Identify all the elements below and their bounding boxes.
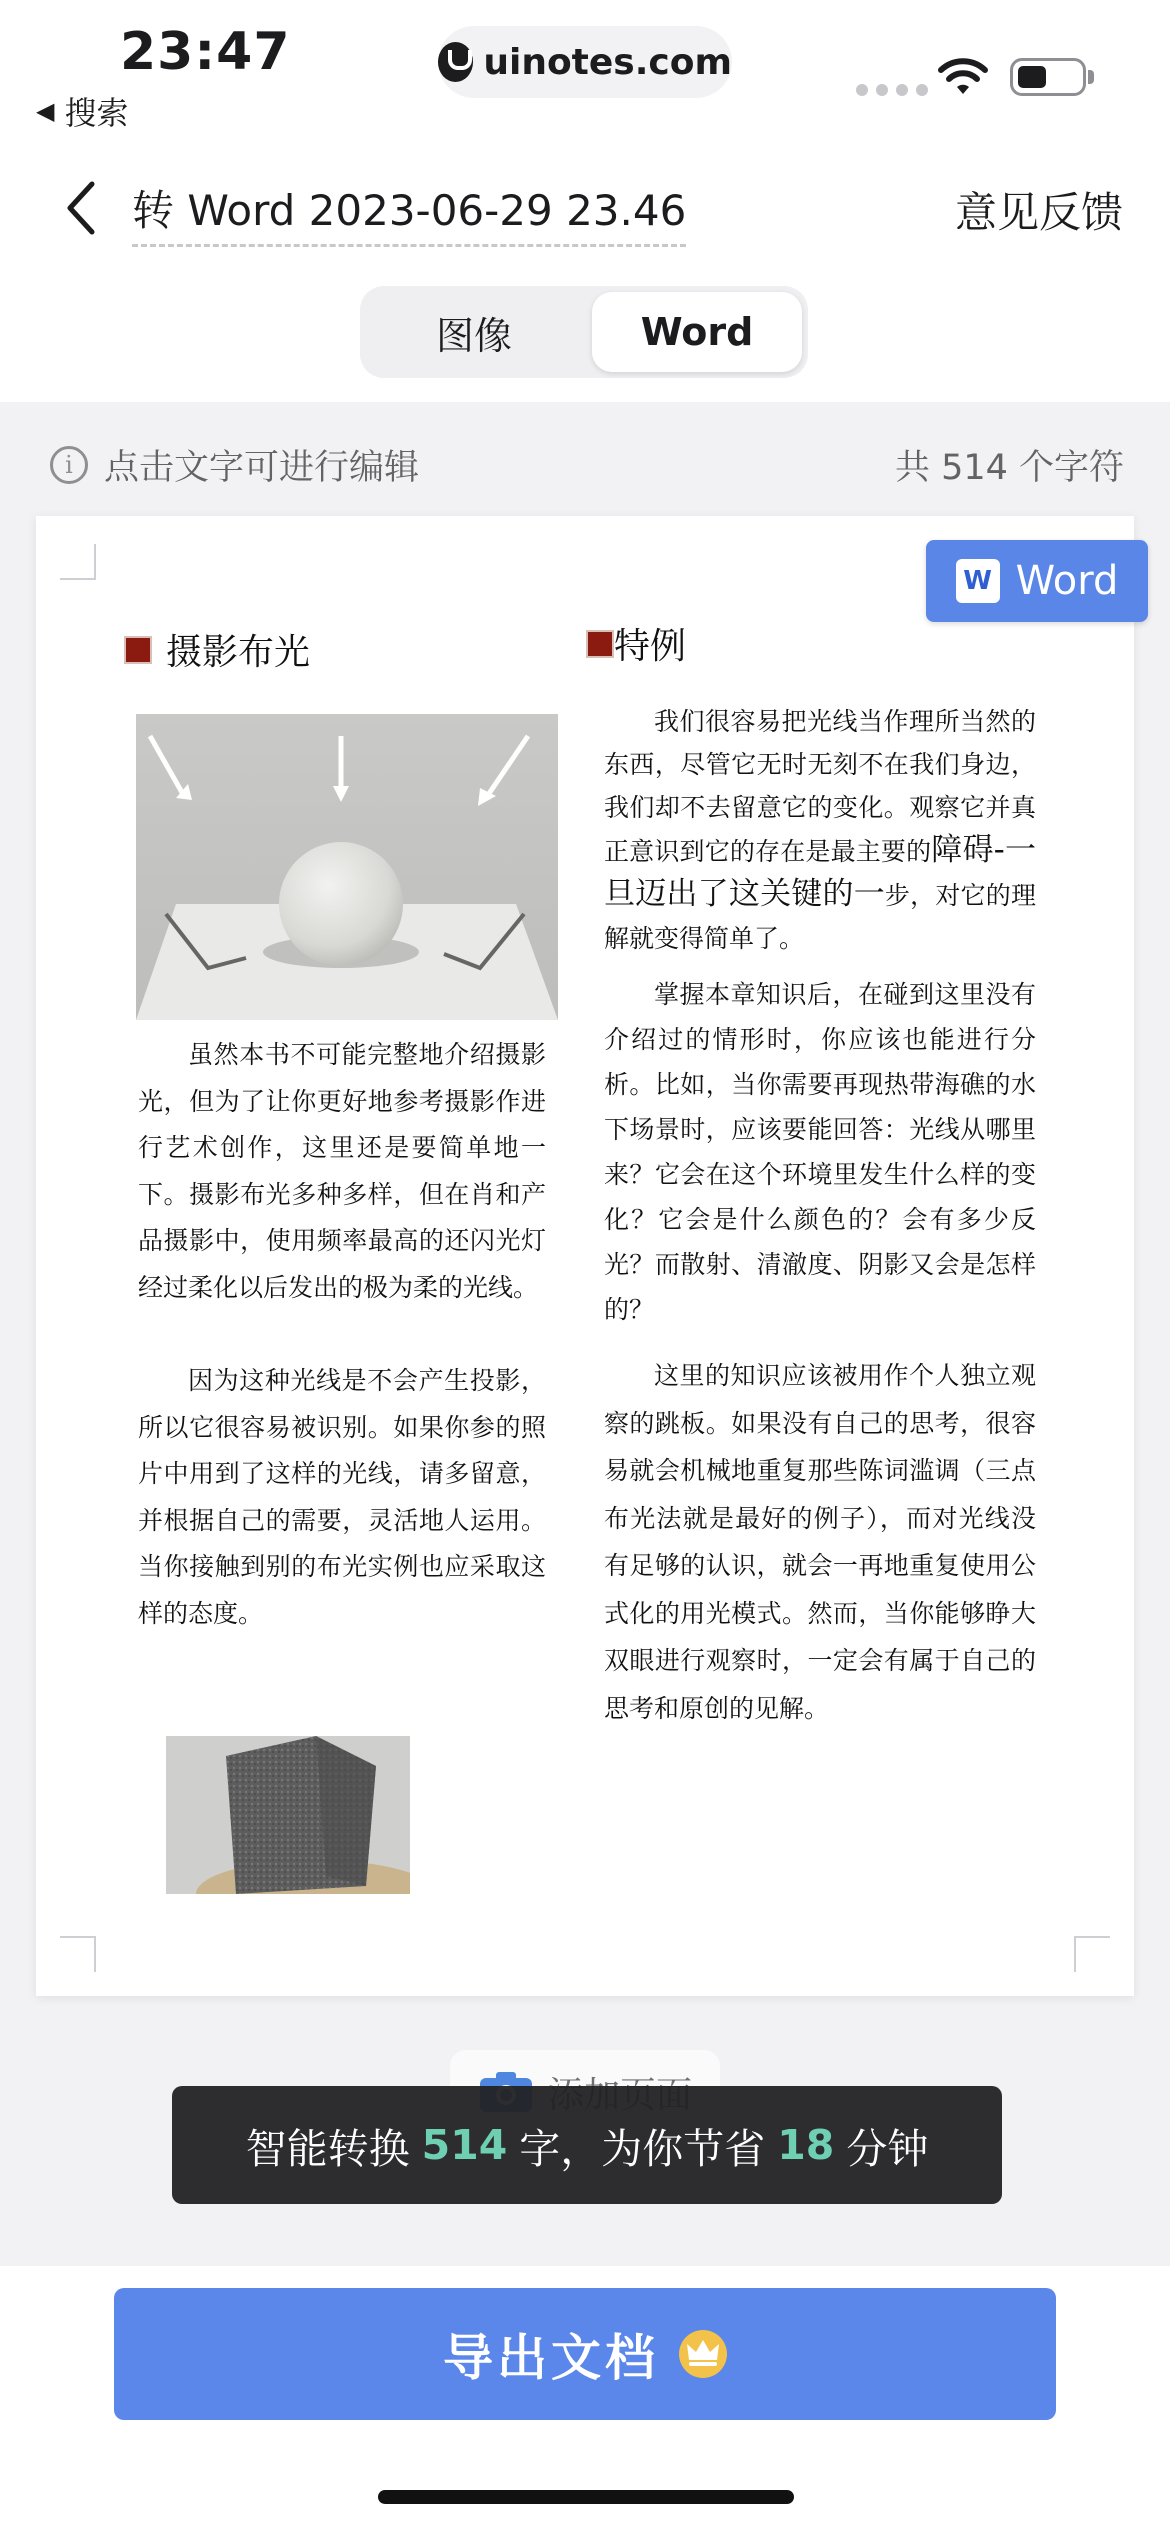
right-paragraph-1[interactable]	[604, 700, 1036, 960]
crown-icon	[679, 2330, 727, 2378]
back-arrow-icon[interactable]	[62, 178, 102, 238]
left-section-heading[interactable]	[124, 624, 310, 675]
word-format-badge	[926, 540, 1148, 622]
left-paragraph-2[interactable]: 因为这种光线是不会产生投影，所以它很容易被识别。如果你参的照片中用到了这样的光线，请多留意，并根据自己的需要，灵活地人运用。当你接触到别的布光实例也应采取这样的态度。	[138, 1366, 546, 1628]
conversion-toast	[172, 2086, 1002, 2204]
right-p1-part-a: 我们很容易把光线当作理所当然的东西，尽管它无时无刻不在我们身边，我们却不去留意它的变化。观察它并真正意识到它的存在是最主要的	[604, 707, 1036, 866]
toast-middle: 字，为你节省	[519, 2124, 766, 2173]
toast-minutes: 18	[777, 2121, 835, 2169]
edit-hint	[50, 440, 419, 490]
edit-hint-text: 点击文字可进行编辑	[104, 448, 420, 488]
tab-word[interactable]: Word	[592, 292, 802, 372]
right-section-heading[interactable]	[586, 618, 686, 669]
battery-icon	[1010, 58, 1086, 96]
export-document-button[interactable]	[114, 2288, 1056, 2420]
right-p1-part-b: 障碍-一旦迈出了这关键的一	[604, 832, 1036, 912]
page-corner-mark	[60, 544, 96, 580]
word-file-icon: W	[956, 559, 1000, 603]
right-heading-text[interactable]: 特例	[614, 626, 687, 667]
tab-image[interactable]: 图像	[435, 313, 512, 358]
url-text: uinotes.com	[483, 41, 732, 83]
word-badge-label: Word	[1015, 558, 1119, 604]
page-corner-mark	[60, 1936, 96, 1972]
toast-char-count: 514	[421, 2121, 508, 2169]
cellular-signal-icon	[856, 84, 928, 96]
heading-bullet	[586, 630, 614, 658]
status-time: 23:47	[120, 22, 291, 82]
right-p1-part-c: 步，对它的理解就变得简单了。	[604, 881, 1036, 953]
right-paragraph-3[interactable]: 这里的知识应该被用作个人独立观察的跳板。如果没有自己的思考，很容易就会机械地重复那些陈词滥调（三点布光法就是最好的例子），而对光线没有足够的认识，就会一再地重复使用公式化的用光模式。然而，当你能够睁大双眼进行观察时，一定会有属于自己的思考和原创的见解。	[604, 1361, 1036, 1723]
site-logo-icon	[438, 42, 473, 82]
textured-block-photo	[166, 1736, 410, 1894]
left-paragraph-1[interactable]: 虽然本书不可能完整地介绍摄影光，但为了让你更好地参考摄影作进行艺术创作，这里还是要简单地一下。摄影布光多种多样，但在肖和产品摄影中，使用频率最高的还闪光灯经过柔化以后发出的极为柔的光线。	[138, 1040, 546, 1302]
toast-suffix: 分钟	[846, 2124, 929, 2173]
back-app-label: 搜索	[64, 94, 129, 132]
info-icon: i	[50, 446, 88, 484]
back-to-app-link[interactable]	[36, 88, 128, 134]
battery-cap	[1088, 70, 1094, 84]
character-count: 共 514 个字符	[895, 448, 1125, 488]
left-heading-text[interactable]: 摄影布光	[166, 632, 311, 673]
heading-bullet	[124, 636, 152, 664]
export-label: 导出文档	[443, 2329, 659, 2387]
wifi-icon	[938, 58, 988, 98]
page-corner-mark	[1074, 1936, 1110, 1972]
document-title[interactable]: 转 Word 2023-06-29 23.46	[132, 178, 686, 247]
sphere-lighting-photo	[136, 714, 558, 1020]
toast-prefix: 智能转换	[245, 2124, 410, 2173]
home-indicator	[378, 2490, 794, 2504]
right-paragraph-2[interactable]: 掌握本章知识后，在碰到这里没有介绍过的情形时，你应该也能进行分析。比如，当你需要再现热带海礁的水下场景时，应该要能回答：光线从哪里来？它会在这个环境里发生什么样的变化？它会是什么颜色的？会有多少反光？而散射、清澈度、阴影又会是怎样的？	[604, 980, 1036, 1324]
url-pill	[438, 26, 732, 98]
back-triangle-icon: ◀	[36, 97, 55, 125]
feedback-button[interactable]: 意见反馈	[955, 188, 1124, 237]
